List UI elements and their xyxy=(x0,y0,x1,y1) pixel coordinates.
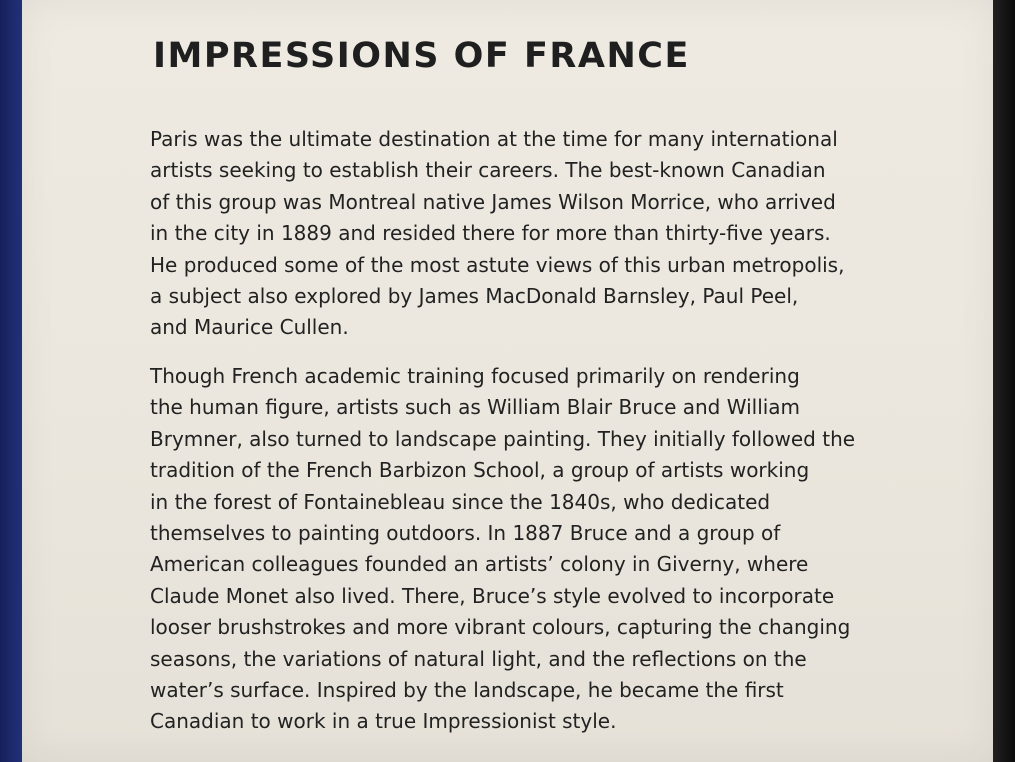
text-line: artists seeking to establish their careers. The best-known Canadian xyxy=(150,158,826,183)
text-line: seasons, the variations of natural light, and the reflections on the xyxy=(150,646,807,671)
text-line: of this group was Montreal native James Wilson Morrice, who arrived xyxy=(150,189,836,214)
text-line: American colleagues founded an artists’ colony in Giverny, where xyxy=(150,552,809,577)
text-line: a subject also explored by James MacDonald Barnsley, Paul Peel, xyxy=(150,284,799,309)
text-line: in the forest of Fontainebleau since the 1840s, who dedicated xyxy=(150,489,771,514)
text-line: themselves to painting outdoors. In 1887 Bruce and a group of xyxy=(150,521,781,546)
dark-wall-edge xyxy=(993,0,1015,762)
text-line: Paris was the ultimate destination at the time for many international xyxy=(150,127,838,151)
paragraph-landscape xyxy=(150,361,890,738)
exhibition-label-panel xyxy=(22,0,993,762)
blue-wall-edge xyxy=(0,0,22,762)
paragraph-paris xyxy=(150,124,890,344)
text-line: Claude Monet also lived. There, Bruce’s style evolved to incorporate xyxy=(150,583,835,608)
text-line: looser brushstrokes and more vibrant colours, capturing the changing xyxy=(150,615,851,640)
text-line: Canadian to work in a true Impressionist style. xyxy=(150,709,617,734)
text-line: the human figure, artists such as William Blair Bruce and William xyxy=(150,395,801,420)
text-line: and Maurice Cullen. xyxy=(150,315,349,340)
panel-title: IMPRESSIONS OF FRANCE xyxy=(153,36,690,76)
text-line: in the city in 1889 and resided there for more than thirty-five years. xyxy=(150,221,831,246)
text-line: He produced some of the most astute views of this urban metropolis, xyxy=(150,252,845,277)
text-line: water’s surface. Inspired by the landscape, he became the first xyxy=(150,678,784,703)
text-line: tradition of the French Barbizon School, a group of artists working xyxy=(150,458,810,483)
text-line: Brymner, also turned to landscape painting. They initially followed the xyxy=(150,426,856,451)
text-line: Though French academic training focused primarily on rendering xyxy=(150,364,800,388)
